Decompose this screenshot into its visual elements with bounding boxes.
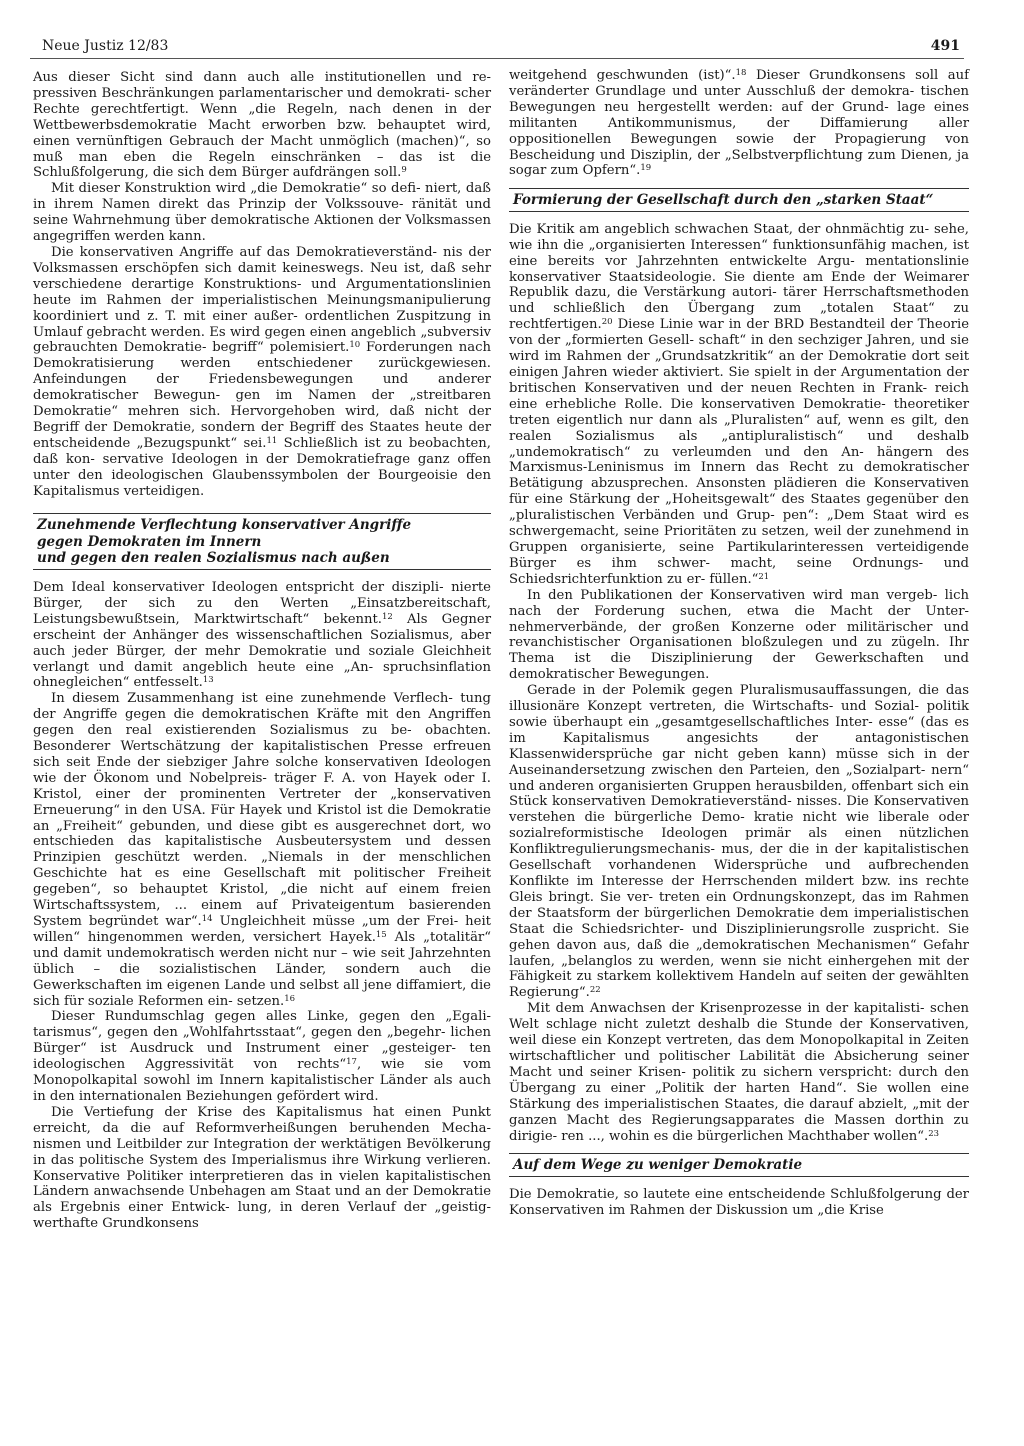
paragraph: Die Kritik am angeblich schwachen Staat, der ohnmächtig zu- sehe, wie ihn die „organisierten Interessen“ funktionsunfähig machen, ist eine bereits vor Jahrzehnten entwickelte Argu- mentationslinie konservativer Staatsideologie. Sie diente am Ende der Weimarer Republik dazu, die Verstärkung autori- tärer Herrschaftsmethoden und schließlich den Übergang zum „totalen Staat“ zu rechtfertigen.$^{20}$ Diese Linie war in der BRD Bestandteil der Theorie von der „formierten Gesell- schaft“ in den sechziger Jahren, und sie wird im Rahmen der „Grundsatzkritik“ an der Demokratie dort seit einigen Jahren wieder aktiviert. Sie spielt in der Argumentation der britischen Konservativen und der neuen Rechten in Frank- reich eine erhebliche Rolle. Die konservativen Demokratie- theoretiker treten eigentlich nur dann als „Pluralisten“ auf, wenn es gilt, den realen Sozialismus als „antipluralistisch“ und deshalb „undemokratisch“ zu verleumden und den An- hängern des Marxismus-Leninismus im Innern das Recht zu demokratischer Betätigung abzusprechen. Ansonsten plädieren die Konservativen für eine Stärkung der „Hoheitsgewalt“ des Staates gegenüber den „pluralistischen Verbänden und Grup- pen“: „Dem Staat wird es schwergemacht, seine Prioritäten zu setzen, weil der zunehmend in Gruppen organisierte, seine Partikularinteressen verteidigende Bürger es ihm schwer- macht, seine Ordnungs- und Schiedsrichterfunktion zu er- füllen.“$^{21}$ (509, 221, 969, 587)
paragraph: weitgehend geschwunden (ist)“.$^{18}$ Dieser Grundkonsens soll auf veränderter Grundlage und unter Ausschluß der demokra- tischen Bewegungen neu hergestellt werden: auf der Grund- lage eines militanten Antikommunismus, der Diffamierung aller oppositionellen Bewegungen sowie der Propagierung von Bescheidung und Disziplin, der „Selbstverpflichtung zum Dienen, ja sogar zum Opfern“.$^{19}$ (509, 68, 969, 179)
paragraph: In den Publikationen der Konservativen wird man vergeb- lich nach der Forderung suchen, etwa die Macht der Unter- nehmerverbände, der großen Konzerne oder militärischer und revanchistischer Organisationen bloßzulegen und zu zügeln. Ihr Thema ist die Disziplinierung der Gewerkschaften und demokratischer Bewegungen. (509, 587, 969, 683)
footnote-ref: 12 (381, 611, 393, 622)
paragraph: Mit dem Anwachsen der Krisenprozesse in der kapitalisti- schen Welt schlage nicht zuletzt deshalb die Stunde der Konservativen, weil diese ein Konzept vertreten, das dem Monopolkapital in Zeiten wirtschaftlicher und politischer Labilität die Absicherung seiner Macht und seiner Krisen- politik zu sichern verspricht: durch den Übergang zu einer „Politik der harten Hand“. Sie wollen eine Stärkung des imperialistischen Staates, die darauf abzielt, „mit der ganzen Macht des Regierungsapparates die Massen dorthin zu dirigie- ren ..., wohin es die bürgerlichen Machthaber wollen“.$^{23}$ (509, 1001, 969, 1144)
left-column (33, 70, 491, 1232)
journal-title: Neue Justiz 12/83 (42, 38, 169, 54)
footnote-ref: 10 (349, 340, 361, 351)
footnote-ref: 17 (346, 1057, 357, 1068)
section-heading: Formierung der Gesellschaft durch den „starken Staat“ (509, 188, 969, 212)
footnote-ref: 13 (202, 675, 214, 686)
footnote-ref: 19 (640, 163, 652, 174)
paragraph: Die konservativen Angriffe auf das Demokratieverständ- nis der Volksmassen erschöpfen sich damit keineswegs. Neu ist, daß sehr verschiedene derartige Konstruktions- und Argumentationslinien heute im Rahmen der imperialistischen Meinungsmanipulierung koordiniert und z. T. mit einer außer- ordentlichen Zuspitzung in Umlauf gebracht werden. Es wird gegen einen angeblich „subversiv gebrauchten Demokratie- begriff“ polemisiert.$^{10}$ Forderungen nach Demokratisierung werden entschiedener zurückgewiesen. Anfeindungen der Friedensbewegungen und anderer demokratischer Bewegun- gen im Namen der „streitbaren Demokratie“ mehren sich. Hervorgehoben wird, daß nicht der Begriff der Demokratie, sondern der Begriff des Staates heute der entscheidende „Bezugspunkt“ sei.$^{11}$ Schließlich ist zu beobachten, daß kon- servative Ideologen in der Demokratiefrage ganz offen unter den ideologischen Glaubenssymbolen der Bourgeoisie den Kapitalismus verteidigen. (33, 244, 491, 499)
footnote-ref: 22 (589, 985, 601, 996)
footnote-ref: 16 (284, 993, 296, 1004)
page-header (30, 38, 964, 59)
footnote-ref: 21 (758, 571, 770, 582)
paragraph: Gerade in der Polemik gegen Pluralismusauffassungen, die das illusionäre Konzept vertreten, die Wirtschafts- und Sozial- politik sowie überhaupt ein „gesamtgesellschaftliches Inter- esse“ (das es im Kapitalismus angesichts der antagonistischen Klassenwidersprüche gar nicht geben kann) müsse sich in der Auseinandersetzung zwischen den Parteien, den „Sozialpart- nern“ und anderen organisierten Gruppen herausbilden, offenbart sich ein Stück konservativen Demokratieverständ- nisses. Die Konservativen verstehen die bürgerliche Demo- kratie nicht wie liberale oder sozialreformistische Ideologen primär als einen nützlichen Konfliktregulierungsmechanis- mus, der die in der kapitalistischen Gesellschaft vorhandenen Widersprüche und aufbrechenden Konflikte im Interesse der Herrschenden mildert bzw. ins rechte Gleis bringt. Sie ver- treten ein Ordnungskonzept, das im Rahmen der Staatsform der bürgerlichen Demokratie dem imperialistischen Staat die Schiedsrichter- und Disziplinierungsrolle zuspricht. Sie gehen davon aus, daß die „demokratischen Mechanismen“ Gefahr laufen, „belanglos zu werden, wenn sie nicht einhergehen mit der Fähigkeit zu starkem kollektivem Handeln auf seiten der gewählten Regierung“.$^{22}$ (509, 683, 969, 1001)
paragraph: In diesem Zusammenhang ist eine zunehmende Verflech- tung der Angriffe gegen die demokratischen Kräfte mit den Angriffen gegen den real existierenden Sozialismus zu be- obachten. Besonderer Wertschätzung der kapitalistischen Presse erfreuen sich seit Ende der siebziger Jahre solche konservativen Ideologen wie der Ökonom und Nobelpreis- träger F. A. von Hayek oder I. Kristol, einer der prominenten Vertreter der „konservativen Erneuerung“ in den USA. Für Hayek und Kristol ist die Demokratie an „Freiheit“ gebunden, und diese gibt es ausgerechnet dort, wo entschieden das kapitalistische Ausbeutersystem und dessen Prinzipien geschützt werden. „Niemals in der menschlichen Geschichte hat es eine Gesellschaft mit politischer Freiheit gegeben“, so behauptet Kristol, „die nicht auf einem freien Wirtschaftssystem, ... einem auf Privateigentum basierenden System begründet war“.$^{14}$ Ungleichheit müsse „um der Frei- heit willen“ hingenommen werden, versichert Hayek.$^{15}$ Als „totalitär“ und damit undemokratisch werden nicht nur – wie seit Jahrzehnten üblich – die sozialistischen Länder, sondern auch die Gewerkschaften im eigenen Lande und selbst all jene diffamiert, die sich für soziale Reformen ein- setzen.$^{16}$ (33, 691, 491, 1009)
footnote-ref: 18 (735, 68, 747, 78)
paragraph: Dem Ideal konservativer Ideologen entspricht der diszipli- nierte Bürger, der sich zu den Werten „Einsatzbereitschaft, Leistungsbewußtsein, Marktwirtschaft“ bekennt.$^{12}$ Als Gegner erscheint der Anhänger des wissenschaftlichen Sozialismus, aber auch jeder Bürger, der mehr Demokratie und soziale Gleichheit verlangt und damit angeblich heute eine „An- spruchsinflation ohnegleichen“ entfesselt.$^{13}$ (33, 579, 492, 691)
footnote-ref: 14 (201, 914, 213, 924)
footnote-ref: 15 (375, 929, 387, 940)
section-heading: Zunehmende Verflechtung konservativer Angriffe gegen Demokraten im Innern und gegen den realen Sozialismus nach außen (33, 513, 491, 570)
footnote-ref: 20 (601, 317, 613, 328)
footnote-ref: 11 (266, 435, 278, 446)
section-heading: Auf dem Wege zu weniger Demokratie (509, 1153, 969, 1177)
footnote-ref: 23 (928, 1128, 940, 1139)
paragraph: Die Vertiefung der Krise des Kapitalismus hat einen Punkt erreicht, da die auf Reformverheißungen beruhenden Mecha- nismen und Leitbilder zur Integration der werktätigen Bevölkerung in das politische System des Imperialismus ihre Wirkung verlieren. Konservative Politiker interpretieren das in vielen kapitalistischen Ländern anwachsende Unbehagen am Staat und an der Demokratie als Ergebnis einer Entwick- lung, in deren Verlauf der „geistig-werthafte Grundkonsens (33, 1104, 491, 1232)
footnote-ref: 9 (401, 165, 407, 176)
paragraph: Dieser Rundumschlag gegen alles Linke, gegen den „Egali- tarismus“, gegen den „Wohlfahrtsstaat“, gegen den „begehr- lichen Bürger“ ist Ausdruck und Instrument einer „gesteiger- ten ideologischen Aggressivität von rechts“$^{17}$, wie sie vom Monopolkapital sowohl im Innern kapitalistischer Länder als auch in den internationalen Beziehungen gefördert wird. (33, 1009, 491, 1104)
paragraph: Mit dieser Konstruktion wird „die Demokratie“ so defi- niert, daß in ihrem Namen direkt das Prinzip der Volkssouve- ränität und seine Wahrnehmung über demokratische Aktionen der Volksmassen angegriffen werden kann. (33, 181, 491, 245)
paragraph: Aus dieser Sicht sind dann auch alle institutionellen und re- pressiven Beschränkungen parlamentarischer und demokrati- scher Rechte gerechtfertigt. Wenn „die Regeln, nach denen in der Wettbewerbsdemokratie Macht erworben bzw. behauptet wird, einen vernünftigen Gebrauch der Macht unmöglich (machen)“, so muß man eben die Regeln einschränken – das ist die Schlußfolgerung, die sich dem Bürger aufdrängen soll.$^9$ (33, 70, 491, 181)
page-number: 491 (930, 38, 960, 54)
right-column (509, 68, 969, 1219)
paragraph: Die Demokratie, so lautete eine entscheidende Schlußfolgerung der Konservativen im Rahmen der Diskussion um „die Krise (509, 1186, 969, 1218)
